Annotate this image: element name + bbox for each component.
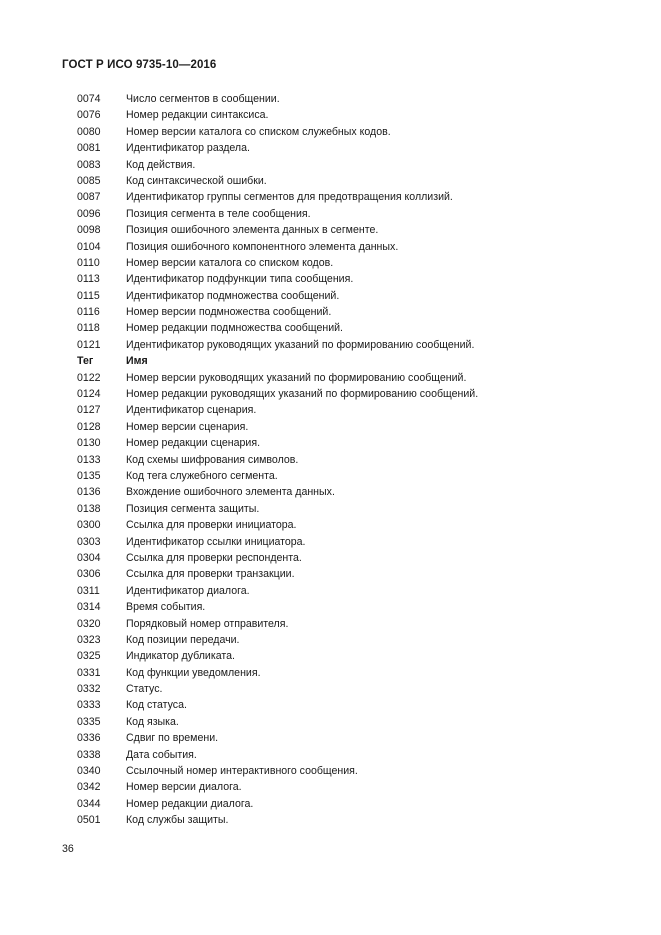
tag-code: 0136: [77, 486, 101, 499]
list-item: [77, 714, 617, 730]
tag-description: Ссылочный номер интерактивного сообщения.: [126, 765, 358, 778]
tag-description: Номер версии диалога.: [126, 781, 242, 794]
tag-code: 0335: [77, 715, 101, 728]
tag-description: Код позиции передачи.: [126, 633, 240, 646]
tag-code: 0333: [77, 699, 101, 712]
tag-description: Номер редакции сценария.: [126, 437, 261, 450]
tag-description: Номер редакции синтаксиса.: [126, 109, 269, 122]
tag-description: Номер версии руководящих указаний по формированию сообщений.: [126, 371, 467, 384]
tag-description: Вхождение ошибочного элемента данных.: [126, 486, 335, 499]
list-item: [77, 681, 617, 697]
tag-description: Идентификатор сценария.: [126, 404, 257, 417]
tag-code: 0116: [77, 306, 100, 319]
list-item: [77, 796, 617, 812]
list-item: [77, 747, 617, 763]
tag-description: Статус.: [126, 683, 163, 696]
page-number: 36: [62, 843, 74, 855]
tag-code: 0127: [77, 404, 101, 417]
tag-code: 0320: [77, 617, 101, 630]
tag-code: 0336: [77, 732, 101, 745]
list-item: [77, 189, 617, 205]
tag-code: 0076: [77, 109, 101, 122]
tag-code: 0081: [77, 142, 101, 155]
list-item: [77, 255, 617, 271]
tag-code: 0133: [77, 453, 101, 466]
tag-code: 0087: [77, 191, 101, 204]
tag-description: Номер версии сценария.: [126, 420, 249, 433]
tag-description: Ссылка для проверки респондента.: [126, 551, 302, 564]
tag-code: 0135: [77, 469, 101, 482]
tag-code: 0303: [77, 535, 101, 548]
list-item: [77, 550, 617, 566]
tag-description: Номер редакции диалога.: [126, 797, 254, 810]
document-header: ГОСТ Р ИСО 9735-10—2016: [62, 59, 217, 71]
tag-description: Сдвиг по времени.: [126, 732, 219, 745]
list-item: [77, 583, 617, 599]
tag-description: Время события.: [126, 601, 206, 614]
tag-description: Номер версии каталога со списком служебных кодов.: [126, 125, 391, 138]
tag-description: Идентификатор диалога.: [126, 584, 250, 597]
list-item: [77, 501, 617, 517]
tag-list-bottom: [77, 370, 617, 829]
tag-description: Число сегментов в сообщении.: [126, 93, 280, 105]
list-item: [77, 697, 617, 713]
tag-description: Номер версии каталога со списком кодов.: [126, 256, 334, 269]
tag-description: Идентификатор группы сегментов для предотвращения коллизий.: [126, 191, 453, 204]
tag-code: 0110: [77, 256, 100, 269]
list-item: [77, 107, 617, 123]
tag-code: 0096: [77, 207, 101, 220]
list-item: [77, 157, 617, 173]
tag-code: 0130: [77, 437, 101, 450]
tag-code: 0300: [77, 519, 101, 532]
list-item: [77, 648, 617, 664]
tag-code: 0085: [77, 174, 101, 187]
tag-list-top: [77, 91, 617, 353]
column-header-name: Имя: [126, 355, 148, 368]
list-item: [77, 730, 617, 746]
tag-description: Номер редакции руководящих указаний по формированию сообщений.: [126, 388, 479, 401]
list-item: [77, 239, 617, 255]
tag-description: Идентификатор руководящих указаний по формированию сообщений.: [126, 338, 475, 351]
list-item: [77, 124, 617, 140]
list-item: [77, 779, 617, 795]
list-item: [77, 566, 617, 582]
tag-code: 0331: [77, 666, 101, 679]
tag-code: 0314: [77, 601, 101, 614]
tag-code: 0340: [77, 765, 101, 778]
list-item: [77, 812, 617, 828]
list-item: [77, 304, 617, 320]
tag-code: 0104: [77, 240, 101, 253]
tag-code: 0113: [77, 273, 100, 286]
list-item: [77, 632, 617, 648]
list-item: [77, 386, 617, 402]
list-item: [77, 271, 617, 287]
tag-code: 0118: [77, 322, 100, 335]
tag-description: Дата события.: [126, 748, 197, 761]
tag-description: Код языка.: [126, 715, 179, 728]
list-item: [77, 599, 617, 615]
column-header-row: [77, 353, 617, 369]
tag-code: 0325: [77, 650, 101, 663]
list-item: [77, 763, 617, 779]
tag-description: Ссылка для проверки инициатора.: [126, 519, 297, 532]
tag-description: Позиция ошибочного элемента данных в сегменте.: [126, 224, 379, 237]
list-item: [77, 222, 617, 238]
tag-code: 0323: [77, 633, 101, 646]
tag-description: Идентификатор подмножества сообщений.: [126, 289, 340, 302]
tag-description: Номер версии подмножества сообщений.: [126, 306, 332, 319]
tag-code: 0338: [77, 748, 101, 761]
tag-code: 0098: [77, 224, 101, 237]
list-item: [77, 173, 617, 189]
tag-code: 0074: [77, 93, 101, 105]
list-item: [77, 468, 617, 484]
tag-list: [77, 91, 617, 829]
tag-code: 0311: [77, 584, 100, 597]
tag-code: 0083: [77, 158, 101, 171]
list-item: [77, 419, 617, 435]
tag-description: Номер редакции подмножества сообщений.: [126, 322, 343, 335]
list-item: [77, 665, 617, 681]
tag-code: 0121: [77, 338, 101, 351]
list-item: [77, 435, 617, 451]
tag-description: Код функции уведомления.: [126, 666, 261, 679]
column-header-tag: Тег: [77, 355, 94, 368]
list-item: [77, 140, 617, 156]
tag-code: 0122: [77, 371, 101, 384]
list-item: [77, 288, 617, 304]
tag-code: 0080: [77, 125, 101, 138]
tag-description: Позиция ошибочного компонентного элемента данных.: [126, 240, 399, 253]
tag-description: Идентификатор ссылки инициатора.: [126, 535, 306, 548]
tag-code: 0115: [77, 289, 100, 302]
tag-code: 0306: [77, 568, 101, 581]
tag-description: Код тега служебного сегмента.: [126, 469, 278, 482]
list-item: [77, 370, 617, 386]
tag-description: Код статуса.: [126, 699, 187, 712]
tag-code: 0501: [77, 814, 101, 827]
list-item: [77, 320, 617, 336]
list-item: [77, 534, 617, 550]
list-item: [77, 517, 617, 533]
tag-code: 0128: [77, 420, 101, 433]
list-item: [77, 337, 617, 353]
tag-description: Позиция сегмента в теле сообщения.: [126, 207, 311, 220]
list-item: [77, 616, 617, 632]
tag-code: 0342: [77, 781, 101, 794]
tag-code: 0124: [77, 388, 101, 401]
tag-description: Код действия.: [126, 158, 196, 171]
list-item: [77, 91, 617, 107]
tag-code: 0332: [77, 683, 101, 696]
tag-code: 0138: [77, 502, 101, 515]
tag-code: 0304: [77, 551, 101, 564]
tag-description: Порядковый номер отправителя.: [126, 617, 289, 630]
tag-description: Код службы защиты.: [126, 814, 229, 827]
tag-description: Индикатор дубликата.: [126, 650, 235, 663]
tag-description: Код синтаксической ошибки.: [126, 174, 267, 187]
tag-description: Ссылка для проверки транзакции.: [126, 568, 295, 581]
list-item: [77, 402, 617, 418]
list-item: [77, 484, 617, 500]
list-item: [77, 452, 617, 468]
tag-description: Идентификатор раздела.: [126, 142, 250, 155]
tag-description: Код схемы шифрования символов.: [126, 453, 299, 466]
tag-description: Идентификатор подфункции типа сообщения.: [126, 273, 354, 286]
tag-description: Позиция сегмента защиты.: [126, 502, 260, 515]
tag-code: 0344: [77, 797, 101, 810]
list-item: [77, 206, 617, 222]
